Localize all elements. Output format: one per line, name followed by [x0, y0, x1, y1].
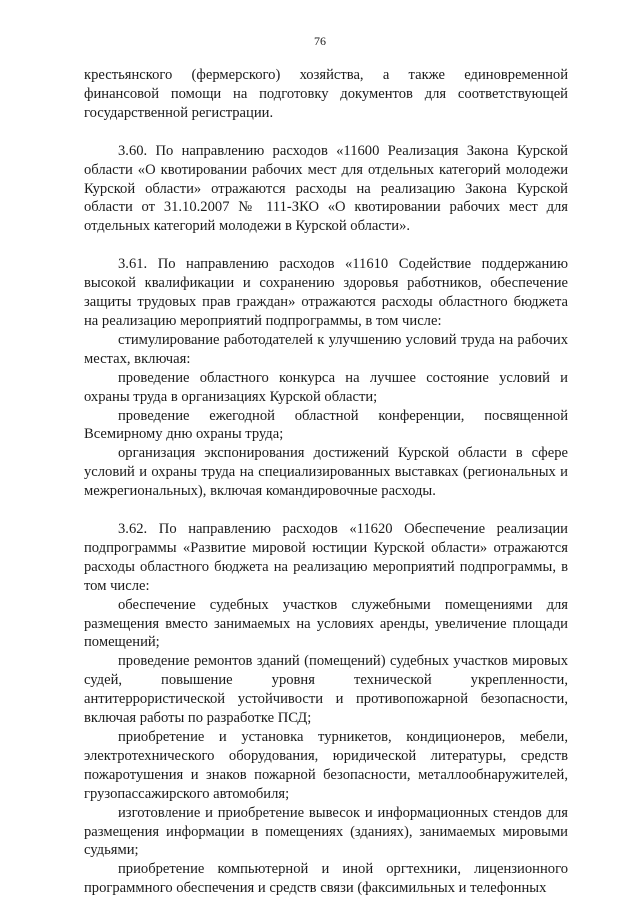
paragraph-3-62: 3.62. По направлению расходов «11620 Обеспечение реализации подпрограммы «Развитие мировой юстиции Курской области» отражаются расходы областного бюджета на реализацию мероприятий подпрограммы, в том числе: [84, 521, 568, 594]
list-item-contest: проведение областного конкурса на лучшее состояние условий и охраны труда в организациях Курской области; [84, 369, 568, 405]
list-item-signs: изготовление и приобретение вывесок и информационных стендов для размещения информации в помещениях (зданиях), занимаемых мировыми судьями; [84, 804, 568, 859]
document-body [84, 66, 568, 898]
paragraph-continuation: крестьянского (фермерского) хозяйства, а также единовременной финансовой помощи на подготовку документов для соответствующей государственной регистрации. [84, 67, 568, 121]
list-item-exhibitions: организация экспонирования достижений Курской области в сфере условий и охраны труда на специализированных выставках (региональных и межрегиональных), включая командировочные расходы. [84, 445, 568, 500]
list-item-stimulation: стимулирование работодателей к улучшению условий труда на рабочих местах, включая: [84, 331, 568, 367]
page-number: 76 [314, 34, 326, 48]
list-item-repairs: проведение ремонтов зданий (помещений) судебных участков мировых судей, повышение уровня технической укрепленности, антитеррористической устойчивости и противопожарной безопасности, включая работы по разработке ПСД; [84, 653, 568, 727]
list-item-premises: обеспечение судебных участков служебными помещениями для размещения вместо занимаемых на условиях аренды, увеличение площади помещений; [84, 596, 568, 651]
list-item-equipment: приобретение и установка турникетов, кондиционеров, мебели, электротехнического оборудования, юридической литературы, средств пожаротушения и знаков пожарной безопасности, металлообнаружителей, грузопассажирского автомобиля; [84, 729, 568, 802]
list-item-computers: приобретение компьютерной и иной оргтехники, лицензионного программного обеспечения и средств связи (факсимильных и телефонных [84, 861, 568, 897]
list-item-conference: проведение ежегодной областной конференции, посвященной Всемирному дню охраны труда; [84, 407, 568, 443]
paragraph-3-61: 3.61. По направлению расходов «11610 Содействие поддержанию высокой квалификации и сохранению здоровья работников, обеспечение защиты трудовых прав граждан» отражаются расходы областного бюджета на реализацию мероприятий подпрограммы, в том числе: [84, 256, 568, 329]
paragraph-3-60: 3.60. По направлению расходов «11600 Реализация Закона Курской области «О квотировании рабочих мест для отдельных категорий молодежи Курской области» отражаются расходы на реализацию Закона Курской области от 31.10.2007 № 111-ЗКО «О квотировании рабочих мест для отдельных категорий молодежи в Курской области». [84, 142, 568, 235]
